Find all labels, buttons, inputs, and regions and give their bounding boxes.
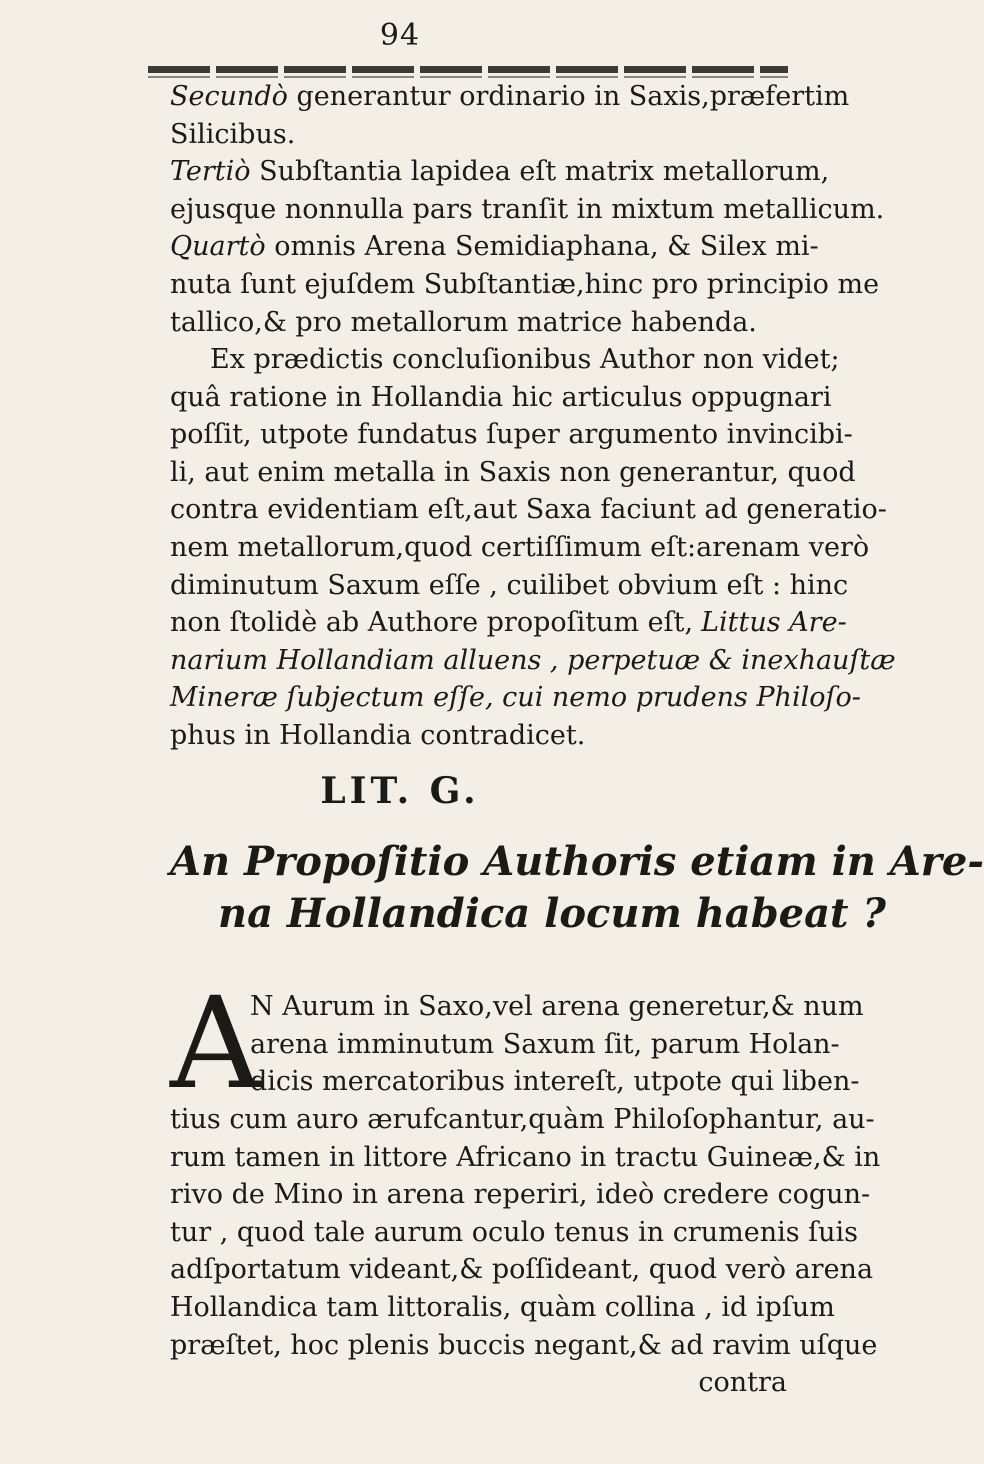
line-text: omnis Arena Semidiaphana, & Silex mi- [265,231,819,263]
question-title-line-2: na Hollandica locum habeat ? [218,890,886,937]
line-text: Mineræ ſubjectum eſſe, cui nemo prudens Philoſo- [170,682,861,714]
text-line [170,191,885,229]
text-line [170,604,847,642]
text-line [170,78,850,116]
line-text: generantur ordinario in Saxis,præfertim [287,81,850,112]
text-line: adſportatum videant,& poſſideant, quod verò arena [170,1254,874,1286]
text-line [170,153,830,191]
line-text: Silicibus. [170,118,296,150]
text-line: Hollandica tam littoralis, quàm collina , id ipſum [170,1291,835,1323]
paragraph-2 [170,341,896,755]
text-line: præſtet, hoc plenis buccis negant,& ad ravim uſque [170,1329,878,1361]
paragraph-3 [170,1101,881,1364]
text-line [170,116,795,154]
text-line [170,416,853,454]
text-line [170,567,849,605]
line-text: contra evidentiam eſt,aut Saxa faciunt ad generatio- [170,494,887,526]
text-line: rum tamen in littore Africano in tractu Guineæ,& in [170,1141,881,1173]
drop-cap: A [170,970,261,1117]
page-number: 94 [379,18,421,53]
line-text: phus in Hollandia contradicet. [170,719,586,751]
line-text: diminutum Saxum eſſe , cuilibet obvium eſt : hinc [170,569,849,601]
line-text: non ſtolidè ab Authore propoſitum eſt, [170,607,694,639]
text-line: dicis mercatoribus intereſt, utpote qui liben- [250,1066,860,1098]
line-text: nem metallorum,quod certiſſimum eſt:arenam verò [170,531,870,563]
text-line [170,341,840,379]
section-title: LIT. G. [320,770,480,812]
text-line [170,228,819,266]
paragraph-3-opening [250,988,864,1101]
italic-lead: Secundò [170,81,288,112]
text-line: N Aurum in Saxo,vel arena generetur,& num [250,991,864,1022]
question-title-line-1: An Propoſitio Authoris etiam in Are- [170,838,984,885]
text-line [170,379,832,417]
text-line [170,679,861,717]
catchword: contra [698,1367,787,1398]
line-text: Ex prædictis concluſionibus Author non videt; [210,344,840,375]
text-line [170,717,795,755]
line-text: ejusque nonnulla pars tranſit in mixtum metallicum. [170,193,885,225]
line-text: Subſtantia lapidea eſt matrix metallorum, [250,156,830,188]
text-line [170,304,795,342]
line-text: li, aut enim metalla in Saxis non generantur, quod [170,456,856,488]
paragraph-1 [170,78,885,341]
text-line [170,529,870,567]
text-line [170,642,896,680]
italic-lead: Tertiò [170,156,251,188]
catchword-line [170,1364,795,1402]
text-line: tius cum auro ærufcantur,quàm Philoſophantur, au- [170,1104,875,1135]
line-text: nuta ſunt ejuſdem Subſtantiæ,hinc pro principio me [170,268,880,300]
line-text: tallico,& pro metallorum matrice habenda. [170,306,757,338]
text-line [170,491,887,529]
line-text: quâ ratione in Hollandia hic articulus oppugnari [170,381,832,413]
line-text: poſſit, utpote fundatus ſuper argumento invincibi- [170,419,853,451]
text-line: arena imminutum Saxum ſit, parum Holan- [250,1028,840,1060]
header-rule [148,66,788,73]
italic-quote: Littus Are- [701,607,847,639]
line-text: narium Hollandiam alluens , perpetuæ & inexhauſtæ [170,644,896,676]
text-line [170,454,856,492]
text-line: rivo de Mino in arena reperiri, ideò credere cogun- [170,1179,871,1211]
text-line [170,266,880,304]
italic-lead: Quartò [170,231,266,263]
text-line: tur , quod tale aurum oculo tenus in crumenis ſuis [170,1216,859,1248]
